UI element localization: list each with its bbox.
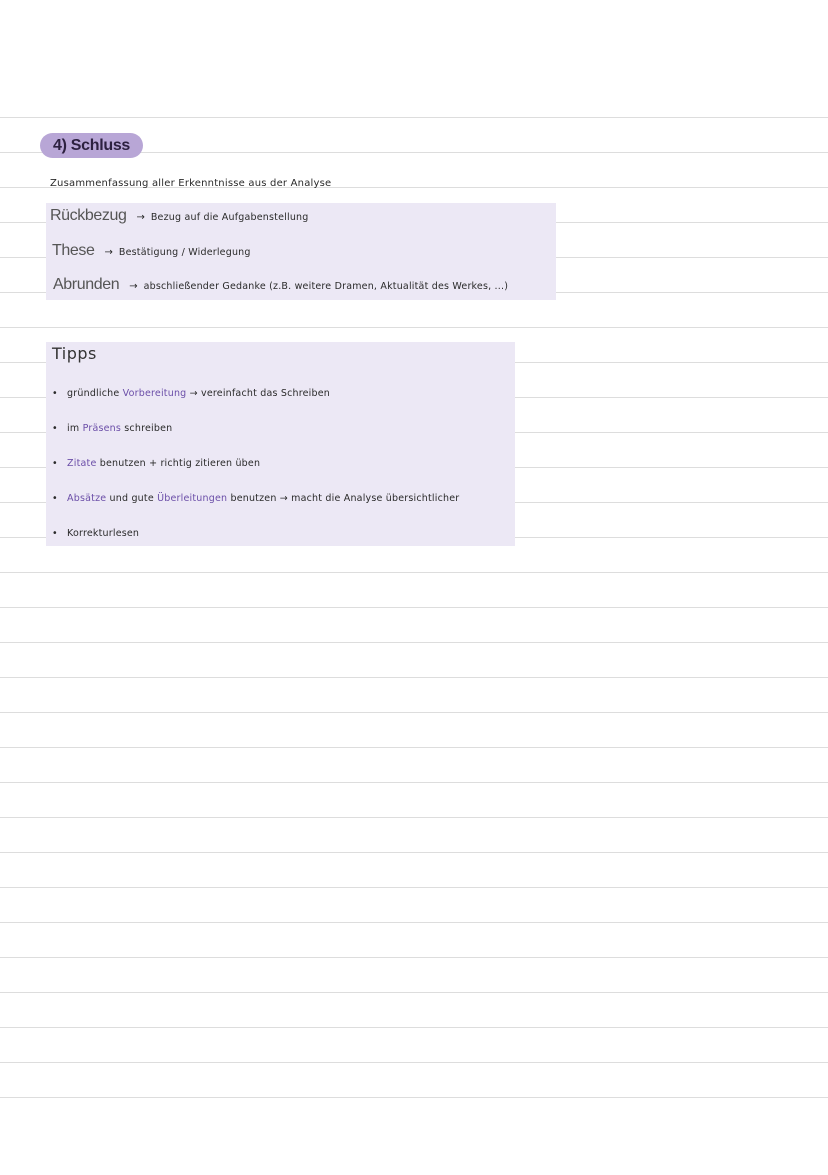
tip-item <box>52 388 330 399</box>
tip-text: Korrekturlesen <box>67 528 140 539</box>
tip-item <box>52 493 459 504</box>
arrow-icon: → <box>104 247 113 258</box>
tip-text: → vereinfacht das Schreiben <box>189 388 331 399</box>
tip-highlight: Vorbereitung <box>122 388 187 399</box>
tip-item <box>52 458 260 469</box>
term-row <box>50 207 309 225</box>
tips-title: Tipps <box>52 344 97 363</box>
tip-text: schreiben <box>124 423 173 434</box>
tip-text: im <box>67 423 80 434</box>
tip-highlight: Präsens <box>82 423 122 434</box>
bullet-icon: • <box>52 493 58 504</box>
term-description: abschließender Gedanke (z.B. weitere Dramen, Aktualität des Werkes, ...) <box>143 281 509 292</box>
term-label: These <box>52 242 95 259</box>
section-heading: 4) Schluss <box>40 133 143 158</box>
tip-highlight: Absätze <box>67 493 107 504</box>
tip-text: und gute <box>109 493 154 504</box>
tip-item <box>52 528 139 539</box>
tip-highlight: Überleitungen <box>157 493 228 504</box>
tips-box <box>46 342 515 546</box>
term-label: Abrunden <box>53 276 120 293</box>
term-description: Bestätigung / Widerlegung <box>118 247 251 258</box>
tip-item <box>52 423 172 434</box>
bullet-icon: • <box>52 388 58 399</box>
bullet-icon: • <box>52 528 58 539</box>
arrow-icon: → <box>129 281 138 292</box>
term-description: Bezug auf die Aufgabenstellung <box>150 212 309 223</box>
tip-text: benutzen → macht die Analyse übersichtlicher <box>230 493 460 504</box>
tip-text: benutzen + richtig zitieren üben <box>99 458 261 469</box>
bullet-icon: • <box>52 458 58 469</box>
term-label: Rückbezug <box>50 207 127 224</box>
bullet-icon: • <box>52 423 58 434</box>
term-row <box>52 242 251 260</box>
summary-line: Zusammenfassung aller Erkenntnisse aus der Analyse <box>50 178 332 189</box>
arrow-icon: → <box>136 212 145 223</box>
tip-highlight: Zitate <box>67 458 97 469</box>
term-row <box>53 276 508 294</box>
terms-box <box>46 203 556 300</box>
tip-text: gründliche <box>67 388 120 399</box>
